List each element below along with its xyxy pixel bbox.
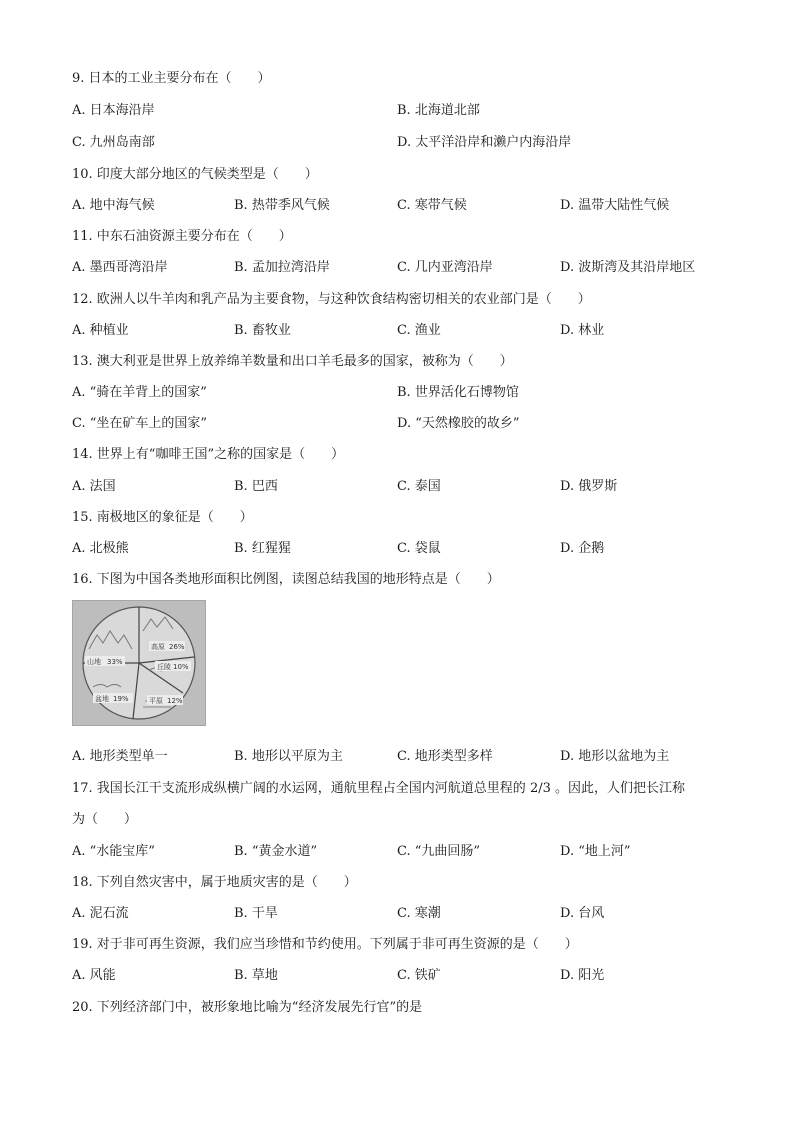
question-17-option-c: C. “九曲回肠” xyxy=(397,844,481,859)
question-15-option-a: A. 北极熊 xyxy=(72,541,129,556)
question-19-option-d: D. 阳光 xyxy=(560,968,605,983)
question-18-option-c: C. 寒潮 xyxy=(397,906,441,921)
question-16-option-c: C. 地形类型多样 xyxy=(397,749,493,764)
question-11-option-d: D. 波斯湾及其沿岸地区 xyxy=(560,260,696,275)
question-12-option-d: D. 林业 xyxy=(560,323,605,338)
question-18-option-b: B. 干旱 xyxy=(234,906,278,921)
question-16-option-a: A. 地形类型单一 xyxy=(72,749,168,764)
label-plain: 平原 xyxy=(149,697,163,705)
question-16-stem: 16. 下图为中国各类地形面积比例图，读图总结我国的地形特点是（ ） xyxy=(72,572,500,587)
question-16-option-b: B. 地形以平原为主 xyxy=(234,749,343,764)
question-14-option-b: B. 巴西 xyxy=(234,479,278,494)
question-18-option-a: A. 泥石流 xyxy=(72,906,129,921)
question-9-option-d: D. 太平洋沿岸和濑户内海沿岸 xyxy=(397,135,572,150)
question-11-option-b: B. 孟加拉湾沿岸 xyxy=(234,260,330,275)
question-12-option-a: A. 种植业 xyxy=(72,323,129,338)
label-mountain-pct: 33% xyxy=(107,658,123,666)
question-19-option-b: B. 草地 xyxy=(234,968,278,983)
label-mountain: 山地 xyxy=(87,658,101,666)
question-13-option-c: C. “坐在矿车上的国家” xyxy=(72,416,208,431)
label-hills-pct: 10% xyxy=(173,663,189,671)
question-19-option-a: A. 风能 xyxy=(72,968,116,983)
question-14-option-a: A. 法国 xyxy=(72,479,116,494)
question-13-option-b: B. 世界活化石博物馆 xyxy=(397,385,519,400)
question-11-stem: 11. 中东石油资源主要分布在（ ） xyxy=(72,229,292,244)
question-13-option-d: D. “天然橡胶的故乡” xyxy=(397,416,520,431)
question-17-option-d: D. “地上河” xyxy=(560,844,631,859)
question-14-stem: 14. 世界上有“咖啡王国”之称的国家是（ ） xyxy=(72,447,345,462)
question-18-stem: 18. 下列自然灾害中，属于地质灾害的是（ ） xyxy=(72,875,357,890)
question-10-option-c: C. 寒带气候 xyxy=(397,198,467,213)
question-10-option-d: D. 温带大陆性气候 xyxy=(560,198,670,213)
question-15-option-c: C. 袋鼠 xyxy=(397,541,441,556)
question-9-stem: 9. 日本的工业主要分布在（ ） xyxy=(72,71,271,86)
question-12-stem: 12. 欧洲人以牛羊肉和乳产品为主要食物，与这种饮食结构密切相关的农业部门是（ ） xyxy=(72,292,591,307)
question-13-option-a: A. “骑在羊背上的国家” xyxy=(72,385,207,400)
question-17-stem: 17. 我国长江干支流形成纵横广阔的水运网，通航里程占全国内河航道总里程的 2/3 。因此，人们把长江称 xyxy=(72,781,685,796)
question-12-option-b: B. 畜牧业 xyxy=(234,323,291,338)
question-9-option-a: A. 日本海沿岸 xyxy=(72,103,155,118)
question-14-option-c: C. 泰国 xyxy=(397,479,441,494)
question-17-option-a: A. “水能宝库” xyxy=(72,844,155,859)
question-10-stem: 10. 印度大部分地区的气候类型是（ ） xyxy=(72,167,318,182)
label-basin-pct: 19% xyxy=(113,695,129,703)
question-16-option-d: D. 地形以盆地为主 xyxy=(560,749,670,764)
question-15-stem: 15. 南极地区的象征是（ ） xyxy=(72,510,253,525)
label-plateau: 高原 xyxy=(151,643,165,651)
question-18-option-d: D. 台风 xyxy=(560,906,605,921)
question-20-stem: 20. 下列经济部门中，被形象地比喻为“经济发展先行官”的是 xyxy=(72,1000,423,1015)
question-11-option-c: C. 几内亚湾沿岸 xyxy=(397,260,493,275)
question-15-option-b: B. 红猩猩 xyxy=(234,541,291,556)
label-plateau-pct: 26% xyxy=(169,643,185,651)
question-19-option-c: C. 铁矿 xyxy=(397,968,441,983)
question-13-stem: 13. 澳大利亚是世界上放养绵羊数量和出口羊毛最多的国家，被称为（ ） xyxy=(72,354,513,369)
question-14-option-d: D. 俄罗斯 xyxy=(560,479,618,494)
question-12-option-c: C. 渔业 xyxy=(397,323,441,338)
question-19-stem: 19. 对于非可再生资源，我们应当珍惜和节约使用。下列属于非可再生资源的是（ ） xyxy=(72,937,578,952)
question-11-option-a: A. 墨西哥湾沿岸 xyxy=(72,260,168,275)
question-17-stem-continued: 为（ ） xyxy=(72,812,138,827)
question-17-option-b: B. “黄金水道” xyxy=(234,844,318,859)
question-9-option-b: B. 北海道北部 xyxy=(397,103,480,118)
question-15-option-d: D. 企鹅 xyxy=(560,541,605,556)
terrain-pie-illustration xyxy=(73,601,205,725)
question-9-option-c: C. 九州岛南部 xyxy=(72,135,155,150)
label-plain-pct: 12% xyxy=(167,697,183,705)
label-basin: 盆地 xyxy=(95,695,109,703)
question-10-option-b: B. 热带季风气候 xyxy=(234,198,330,213)
terrain-area-figure xyxy=(72,600,206,726)
label-hills: 丘陵 xyxy=(157,663,171,671)
question-10-option-a: A. 地中海气候 xyxy=(72,198,155,213)
